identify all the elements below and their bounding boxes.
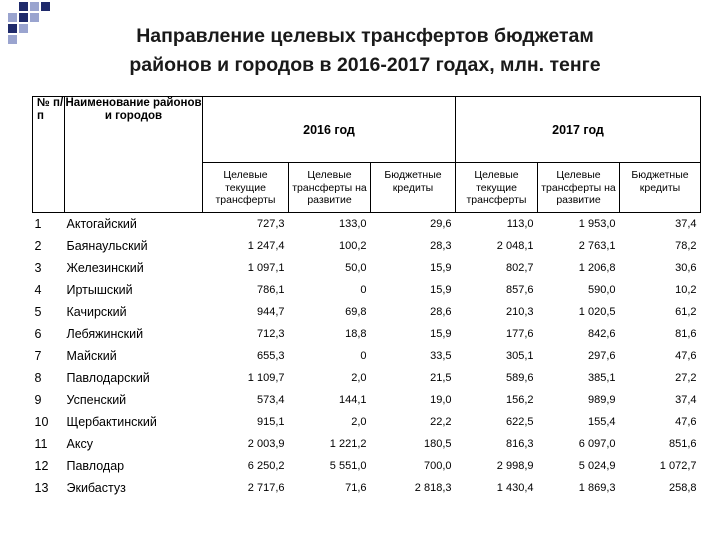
cell-value: 2 818,3: [414, 481, 452, 494]
transfers-table: [32, 96, 701, 499]
cell-value: 47,6: [675, 415, 697, 428]
row-name: Качирский: [66, 304, 127, 319]
cell-value: 37,4: [675, 217, 697, 230]
cell-value: 2,0: [351, 415, 367, 428]
row-num: 13: [34, 480, 49, 495]
row-num: 1: [34, 216, 42, 231]
cell-value: 27,2: [675, 371, 697, 384]
header-sub: Бюджетные кредиты: [371, 163, 456, 213]
cell-value: 590,0: [587, 283, 616, 296]
cell-value: 1 097,1: [247, 261, 285, 274]
header-sub: Бюджетные кредиты: [620, 163, 701, 213]
cell-value: 622,5: [505, 415, 534, 428]
row-name: Железинский: [66, 260, 144, 275]
page-title: [55, 22, 675, 80]
cell-value: 2 763,1: [578, 239, 616, 252]
header-sub: Целевые трансферты на развитие: [289, 163, 371, 213]
cell-value: 5 551,0: [329, 459, 367, 472]
cell-value: 727,3: [256, 217, 285, 230]
cell-value: 1 206,8: [578, 261, 616, 274]
cell-value: 5 024,9: [578, 459, 616, 472]
cell-value: 15,9: [430, 261, 452, 274]
header-name: Наименование районов и городов: [65, 97, 203, 213]
cell-value: 71,6: [345, 481, 367, 494]
cell-value: 50,0: [345, 261, 367, 274]
cell-value: 210,3: [505, 305, 534, 318]
cell-value: 802,7: [505, 261, 534, 274]
table-row: [33, 213, 701, 235]
cell-value: 1 247,4: [247, 239, 285, 252]
cell-value: 144,1: [338, 393, 367, 406]
cell-value: 2 048,1: [496, 239, 534, 252]
row-num: 9: [34, 392, 42, 407]
table-row: [33, 389, 701, 411]
row-num: 3: [34, 260, 42, 275]
cell-value: 589,6: [505, 371, 534, 384]
row-num: 6: [34, 326, 42, 341]
cell-value: 2 998,9: [496, 459, 534, 472]
cell-value: 22,2: [430, 415, 452, 428]
table-row: [33, 235, 701, 257]
row-name: Экибастуз: [66, 480, 126, 495]
cell-value: 155,4: [587, 415, 616, 428]
cell-value: 2 003,9: [247, 437, 285, 450]
cell-value: 47,6: [675, 349, 697, 362]
table-row: [33, 477, 701, 499]
cell-value: 81,6: [675, 327, 697, 340]
row-num: 11: [34, 436, 48, 451]
cell-value: 385,1: [587, 371, 616, 384]
table-row: [33, 301, 701, 323]
row-name: Павлодарский: [66, 370, 150, 385]
row-num: 7: [34, 348, 42, 363]
cell-value: 712,3: [256, 327, 285, 340]
row-name: Успенский: [66, 392, 127, 407]
cell-value: 2,0: [351, 371, 367, 384]
cell-value: 156,2: [505, 393, 534, 406]
cell-value: 857,6: [505, 283, 534, 296]
row-num: 8: [34, 370, 42, 385]
row-name: Майский: [66, 348, 117, 363]
title-line-1: Направление целевых трансфертов бюджетам: [136, 25, 594, 47]
cell-value: 113,0: [506, 217, 534, 230]
row-name: Баянаульский: [66, 238, 148, 253]
table-row: [33, 367, 701, 389]
cell-value: 180,5: [423, 437, 452, 450]
cell-value: 2 717,6: [247, 481, 285, 494]
row-num: 2: [34, 238, 42, 253]
cell-value: 258,8: [668, 481, 697, 494]
cell-value: 786,1: [256, 283, 285, 296]
row-num: 10: [34, 414, 49, 429]
cell-value: 1 430,4: [496, 481, 534, 494]
cell-value: 816,3: [505, 437, 534, 450]
row-name: Павлодар: [66, 458, 125, 473]
row-name: Иртышский: [66, 282, 133, 297]
cell-value: 33,5: [430, 349, 452, 362]
cell-value: 78,2: [675, 239, 697, 252]
cell-value: 133,0: [338, 217, 367, 230]
cell-value: 37,4: [675, 393, 697, 406]
cell-value: 655,3: [256, 349, 285, 362]
cell-value: 29,6: [430, 217, 452, 230]
cell-value: 28,6: [430, 305, 452, 318]
cell-value: 842,6: [587, 327, 616, 340]
cell-value: 19,0: [430, 393, 452, 406]
row-num: 4: [34, 282, 42, 297]
title-line-2: районов и городов в 2016-2017 годах, млн. тенге: [129, 54, 601, 76]
cell-value: 989,9: [587, 393, 616, 406]
cell-value: 0: [360, 283, 367, 296]
cell-value: 69,8: [345, 305, 367, 318]
cell-value: 0: [360, 349, 367, 362]
cell-value: 1 953,0: [578, 217, 616, 230]
row-name: Лебяжинский: [66, 326, 144, 341]
cell-value: 61,2: [675, 305, 697, 318]
row-name: Аксу: [66, 436, 93, 451]
row-num: 12: [34, 458, 49, 473]
row-name: Актогайский: [66, 216, 137, 231]
cell-value: 297,6: [587, 349, 616, 362]
cell-value: 15,9: [430, 327, 452, 340]
cell-value: 18,8: [345, 327, 367, 340]
cell-value: 15,9: [430, 283, 452, 296]
cell-value: 21,5: [430, 371, 452, 384]
table-row: [33, 257, 701, 279]
cell-value: 28,3: [430, 239, 452, 252]
cell-value: 100,2: [338, 239, 367, 252]
header-sub: Целевые текущие трансферты: [456, 163, 538, 213]
row-num: 5: [34, 304, 42, 319]
cell-value: 1 020,5: [578, 305, 616, 318]
row-name: Щербактинский: [66, 414, 157, 429]
cell-value: 1 869,3: [578, 481, 616, 494]
cell-value: 573,4: [256, 393, 285, 406]
cell-value: 1 109,7: [247, 371, 285, 384]
cell-value: 30,6: [675, 261, 697, 274]
cell-value: 700,0: [423, 459, 452, 472]
cell-value: 6 097,0: [578, 437, 616, 450]
header-num: № п/п: [33, 97, 65, 213]
table-row: [33, 345, 701, 367]
cell-value: 6 250,2: [247, 459, 285, 472]
header-sub: Целевые трансферты на развитие: [538, 163, 620, 213]
table-row: [33, 411, 701, 433]
cell-value: 10,2: [675, 283, 697, 296]
header-year-2017: 2017 год: [456, 97, 701, 163]
cell-value: 944,7: [256, 305, 285, 318]
header-sub: Целевые текущие трансферты: [203, 163, 289, 213]
cell-value: 177,6: [505, 327, 534, 340]
cell-value: 915,1: [256, 415, 285, 428]
table-row: [33, 433, 701, 455]
table-row: [33, 323, 701, 345]
header-year-2016: 2016 год: [203, 97, 456, 163]
table-row: [33, 279, 701, 301]
cell-value: 851,6: [668, 437, 697, 450]
table-row: [33, 455, 701, 477]
cell-value: 305,1: [505, 349, 534, 362]
cell-value: 1 221,2: [329, 437, 367, 450]
cell-value: 1 072,7: [659, 459, 697, 472]
